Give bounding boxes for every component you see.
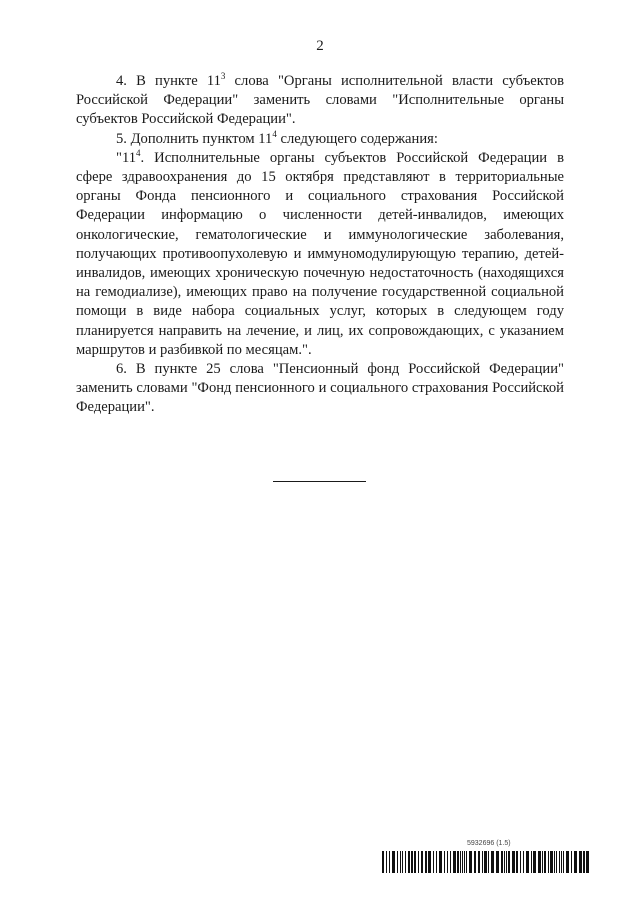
barcode-bar [462, 851, 463, 873]
barcode-bar [563, 851, 564, 873]
barcode-bar [466, 851, 467, 873]
barcode-bar [556, 851, 557, 873]
barcode-bar [548, 851, 549, 873]
barcode-bar [501, 851, 503, 873]
barcode-bar [402, 851, 403, 873]
document-code: 5932696 (1.5) [467, 840, 511, 847]
barcode-bar [496, 851, 499, 873]
barcode-bar [457, 851, 459, 873]
barcode-bar [386, 851, 387, 873]
barcode-bar [482, 851, 483, 873]
paragraph-5-start: 5. Дополнить пунктом 11 [116, 130, 273, 147]
barcode-bar [433, 851, 434, 873]
barcode-bar [516, 851, 518, 873]
barcode-bar [542, 851, 543, 873]
barcode-bar [460, 851, 461, 873]
barcode-bar [574, 851, 577, 873]
barcode-bar [544, 851, 546, 873]
barcode-icon [382, 851, 590, 873]
barcode-bar [444, 851, 445, 873]
barcode-bar [566, 851, 569, 873]
barcode-bar [400, 851, 401, 873]
barcode-bar [453, 851, 456, 873]
barcode-bar [533, 851, 536, 873]
paragraph-5-rest: следующего содержания: [276, 130, 438, 147]
barcode-bar [392, 851, 395, 873]
barcode-bar [520, 851, 521, 873]
barcode-bar [550, 851, 553, 873]
barcode-bar [579, 851, 582, 873]
barcode-bar [397, 851, 398, 873]
barcode-bar [506, 851, 507, 873]
paragraph-4-rest: слова "Органы исполнительной власти субъектов Российской Федерации" заменить словами "Исполнительные органы субъектов Российской Федерации". [76, 73, 564, 128]
barcode-bar [484, 851, 487, 873]
document-body [76, 72, 564, 418]
barcode-bar [583, 851, 585, 873]
barcode-bar [478, 851, 480, 873]
paragraph-item-6: 6. В пункте 25 слова "Пенсионный фонд Российской Федерации" заменить словами "Фонд пенсионного и социального страхования Российской Федерации". [76, 361, 564, 416]
barcode-bar [450, 851, 451, 873]
barcode-bar [508, 851, 510, 873]
barcode-bar [554, 851, 555, 873]
barcode-bar [571, 851, 572, 873]
barcode-bar [559, 851, 560, 873]
barcode-bar [428, 851, 431, 873]
barcode-bar [418, 851, 419, 873]
quoted-new-point [76, 149, 564, 360]
barcode-bar [491, 851, 494, 873]
barcode-bar [561, 851, 562, 873]
superscript-3: 3 [220, 71, 226, 81]
barcode-bar [382, 851, 384, 873]
barcode-bar [414, 851, 416, 873]
paragraph-item-5 [76, 130, 564, 149]
barcode-bar [531, 851, 532, 873]
barcode-bar [439, 851, 442, 873]
barcode-bar [512, 851, 515, 873]
barcode-bar [411, 851, 413, 873]
barcode-bar [538, 851, 541, 873]
page-number: 2 [316, 38, 324, 54]
superscript-4-quoted: 4 [136, 147, 141, 158]
quoted-point-start: "11 [116, 149, 137, 166]
end-separator-line [273, 481, 366, 482]
barcode-bar [425, 851, 427, 873]
superscript-4: 4 [272, 128, 277, 139]
paragraph-item-4 [76, 72, 564, 130]
quoted-point-rest: . Исполнительные органы субъектов Российской Федерации в сфере здравоохранения до 15 октября представляют в территориальные органы Фонда пенсионного и социального страхования Российской Федерации информацию о численности детей-инвалидов, имеющих онкологические, гематологические и иммунологические заболевания, получающих противоопухолевую и иммуномодулирующую терапию, детей-инвалидов, имеющих хроническую почечную недостаточность (находящихся на гемодиализе), имеющих право на получение государственной социальной помощи в виде набора социальных услуг, которых в следующем году планируется направить на лечение, и лиц, их сопровождающих, с указанием маршрутов и разбивкой по месяцам.". [76, 149, 564, 358]
barcode-bar [504, 851, 505, 873]
paragraph-4-start: 4. В пункте 11 [116, 73, 221, 89]
barcode-bar [488, 851, 489, 873]
barcode-bar [523, 851, 524, 873]
barcode-bar [408, 851, 410, 873]
barcode-bar [389, 851, 390, 873]
barcode-bar [464, 851, 465, 873]
barcode-bar [436, 851, 437, 873]
barcode-bar [474, 851, 476, 873]
barcode-bar [447, 851, 448, 873]
barcode-bar [586, 851, 589, 873]
barcode-bar [405, 851, 406, 873]
barcode-bar [421, 851, 423, 873]
barcode-bar [469, 851, 472, 873]
barcode-bar [526, 851, 529, 873]
